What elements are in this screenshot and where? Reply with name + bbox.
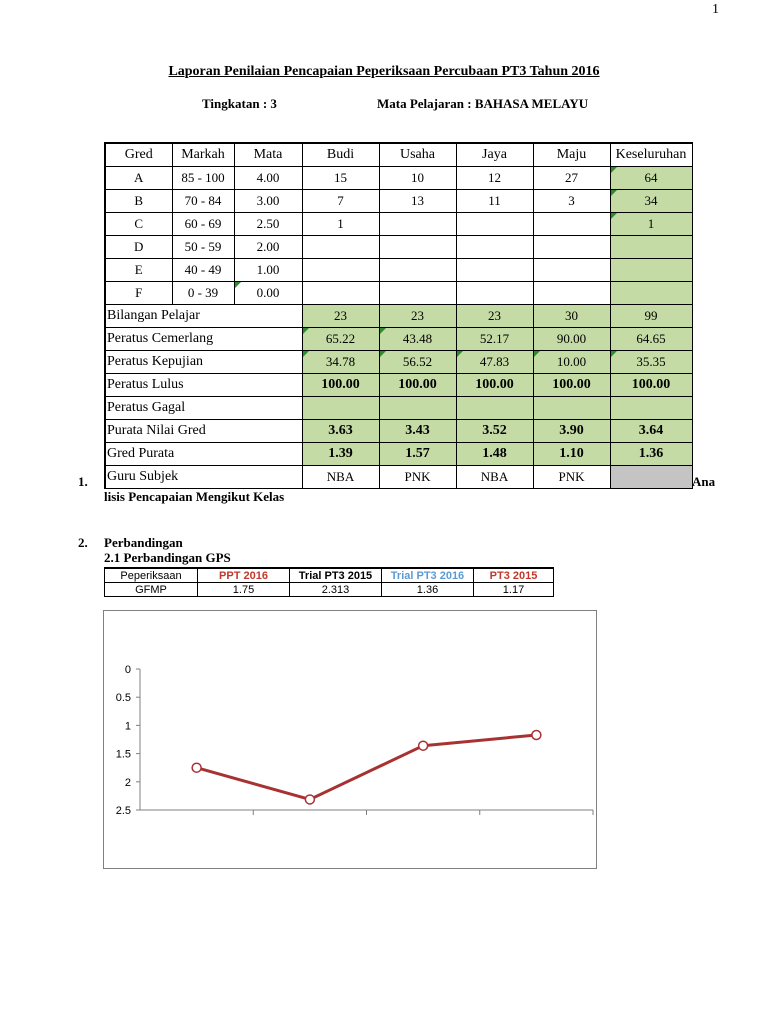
data-point — [419, 741, 428, 750]
summary-value — [610, 397, 692, 420]
section-2-title: Perbandingan — [104, 535, 183, 550]
count-cell: 34 — [610, 190, 692, 213]
summary-row — [105, 443, 692, 466]
comparison-header-row — [105, 568, 554, 583]
count-cell — [456, 282, 533, 305]
summary-value: PNK — [379, 466, 456, 489]
count-cell — [610, 259, 692, 282]
summary-row — [105, 466, 692, 489]
column-header: Markah — [172, 143, 234, 167]
summary-value: 100.00 — [302, 374, 379, 397]
summary-value — [533, 397, 610, 420]
summary-label: Gred Purata — [105, 443, 302, 466]
summary-value: 65.22 — [302, 328, 379, 351]
summary-value — [302, 397, 379, 420]
count-cell: 15 — [302, 167, 379, 190]
gps-chart-svg — [103, 610, 597, 869]
summary-value — [379, 397, 456, 420]
summary-value: 10.00 — [533, 351, 610, 374]
grade-cell: 70 - 84 — [172, 190, 234, 213]
data-point — [192, 763, 201, 772]
gfmp-value: 1.36 — [382, 583, 474, 597]
grade-cell: 0.00 — [234, 282, 302, 305]
count-cell — [533, 236, 610, 259]
summary-value: 64.65 — [610, 328, 692, 351]
gfmp-value: 2.313 — [290, 583, 382, 597]
count-cell: 12 — [456, 167, 533, 190]
summary-value: 100.00 — [610, 374, 692, 397]
grade-cell: D — [105, 236, 172, 259]
count-cell — [456, 259, 533, 282]
chart-border — [104, 611, 597, 869]
grade-cell: 1.00 — [234, 259, 302, 282]
section-1-number: 1. — [78, 474, 88, 489]
summary-value: 23 — [456, 305, 533, 328]
report-title: Laporan Penilaian Pencapaian Peperiksaan Percubaan PT3 Tahun 2016 — [168, 64, 600, 79]
gfmp-value: 1.75 — [198, 583, 290, 597]
count-cell: 10 — [379, 167, 456, 190]
grade-row — [105, 213, 692, 236]
grade-cell: A — [105, 167, 172, 190]
exam-header: Trial PT3 2015 — [290, 568, 382, 583]
grade-cell: 60 - 69 — [172, 213, 234, 236]
column-header: Usaha — [379, 143, 456, 167]
summary-value: 1.48 — [456, 443, 533, 466]
count-cell — [456, 236, 533, 259]
data-point — [532, 730, 541, 739]
column-header: Budi — [302, 143, 379, 167]
summary-value: 3.90 — [533, 420, 610, 443]
exam-header: PPT 2016 — [198, 568, 290, 583]
summary-value: 1.57 — [379, 443, 456, 466]
grade-cell: 40 - 49 — [172, 259, 234, 282]
grade-row — [105, 282, 692, 305]
grade-row — [105, 259, 692, 282]
section-2-1-title: 2.1 Perbandingan GPS — [104, 550, 231, 565]
summary-value: 35.35 — [610, 351, 692, 374]
count-cell — [302, 282, 379, 305]
summary-value: NBA — [302, 466, 379, 489]
summary-row — [105, 374, 692, 397]
summary-value: 34.78 — [302, 351, 379, 374]
count-cell — [379, 259, 456, 282]
summary-value: 43.48 — [379, 328, 456, 351]
y-tick-label: 0 — [124, 664, 131, 676]
section-1-title: lisis Pencapaian Mengikut Kelas — [104, 489, 285, 504]
comparison-value-row — [105, 583, 554, 597]
summary-value: 3.63 — [302, 420, 379, 443]
column-header: Maju — [533, 143, 610, 167]
subject-label: Mata Pelajaran : BAHASA MELAYU — [377, 96, 589, 111]
y-tick-label: 1.5 — [115, 748, 131, 761]
count-cell — [533, 282, 610, 305]
data-point — [305, 795, 314, 804]
summary-value: 23 — [302, 305, 379, 328]
summary-row — [105, 328, 692, 351]
summary-value: PNK — [533, 466, 610, 489]
grade-cell: 50 - 59 — [172, 236, 234, 259]
summary-value: 47.83 — [456, 351, 533, 374]
grade-row — [105, 190, 692, 213]
section-2-number: 2. — [78, 535, 88, 550]
summary-value: 23 — [379, 305, 456, 328]
grade-cell: B — [105, 190, 172, 213]
summary-value: 30 — [533, 305, 610, 328]
y-tick-label: 2.5 — [115, 805, 131, 817]
summary-value: 52.17 — [456, 328, 533, 351]
grade-row — [105, 167, 692, 190]
summary-row — [105, 397, 692, 420]
section-1-title-start: Ana — [692, 474, 716, 489]
grade-cell: C — [105, 213, 172, 236]
grade-cell: 3.00 — [234, 190, 302, 213]
column-header: Keseluruhan — [610, 143, 692, 167]
gps-comparison-table — [104, 567, 554, 597]
summary-value: 100.00 — [456, 374, 533, 397]
count-cell — [456, 213, 533, 236]
count-cell — [379, 213, 456, 236]
count-cell — [302, 259, 379, 282]
summary-label: Bilangan Pelajar — [105, 305, 302, 328]
grade-cell: 0 - 39 — [172, 282, 234, 305]
count-cell — [533, 213, 610, 236]
grade-cell: F — [105, 282, 172, 305]
summary-value: NBA — [456, 466, 533, 489]
count-cell: 64 — [610, 167, 692, 190]
grade-row — [105, 236, 692, 259]
count-cell: 7 — [302, 190, 379, 213]
count-cell — [610, 282, 692, 305]
count-cell — [610, 236, 692, 259]
gfmp-value: 1.17 — [474, 583, 554, 597]
summary-value: 1.36 — [610, 443, 692, 466]
grade-cell: 2.50 — [234, 213, 302, 236]
count-cell — [379, 282, 456, 305]
summary-value: 3.64 — [610, 420, 692, 443]
count-cell: 11 — [456, 190, 533, 213]
y-tick-label: 2 — [124, 776, 131, 789]
count-cell: 13 — [379, 190, 456, 213]
summary-row — [105, 305, 692, 328]
count-cell: 1 — [302, 213, 379, 236]
grade-cell: E — [105, 259, 172, 282]
summary-row — [105, 420, 692, 443]
summary-label: Peratus Gagal — [105, 397, 302, 420]
summary-value: 100.00 — [379, 374, 456, 397]
count-cell: 3 — [533, 190, 610, 213]
tingkatan-label: Tingkatan : 3 — [202, 96, 277, 111]
summary-value — [456, 397, 533, 420]
summary-value: 1.39 — [302, 443, 379, 466]
summary-label: Purata Nilai Gred — [105, 420, 302, 443]
summary-value: 1.10 — [533, 443, 610, 466]
summary-label: Peratus Lulus — [105, 374, 302, 397]
comparison-row-label: GFMP — [105, 583, 198, 597]
column-header: Gred — [105, 143, 172, 167]
summary-label: Guru Subjek — [105, 466, 302, 489]
exam-header: Trial PT3 2016 — [382, 568, 474, 583]
count-cell: 1 — [610, 213, 692, 236]
grade-cell: 4.00 — [234, 167, 302, 190]
column-header: Jaya — [456, 143, 533, 167]
summary-value: 56.52 — [379, 351, 456, 374]
summary-row — [105, 351, 692, 374]
grade-results-table — [104, 142, 693, 489]
page-number: 1 — [712, 2, 719, 17]
summary-value: 3.43 — [379, 420, 456, 443]
summary-value: 99 — [610, 305, 692, 328]
y-tick-label: 1 — [124, 720, 131, 733]
summary-label: Peratus Cemerlang — [105, 328, 302, 351]
summary-label: Peratus Kepujian — [105, 351, 302, 374]
summary-value: 90.00 — [533, 328, 610, 351]
grade-table-header-row — [105, 143, 692, 167]
grade-cell: 2.00 — [234, 236, 302, 259]
summary-value — [610, 466, 692, 489]
count-cell: 27 — [533, 167, 610, 190]
column-header: Mata — [234, 143, 302, 167]
count-cell — [302, 236, 379, 259]
y-tick-label: 0.5 — [115, 692, 131, 705]
exam-header: PT3 2015 — [474, 568, 554, 583]
grade-cell: 85 - 100 — [172, 167, 234, 190]
gps-chart — [103, 610, 597, 869]
summary-value: 3.52 — [456, 420, 533, 443]
count-cell — [379, 236, 456, 259]
comparison-header-label: Peperiksaan — [105, 568, 198, 583]
count-cell — [533, 259, 610, 282]
summary-value: 100.00 — [533, 374, 610, 397]
